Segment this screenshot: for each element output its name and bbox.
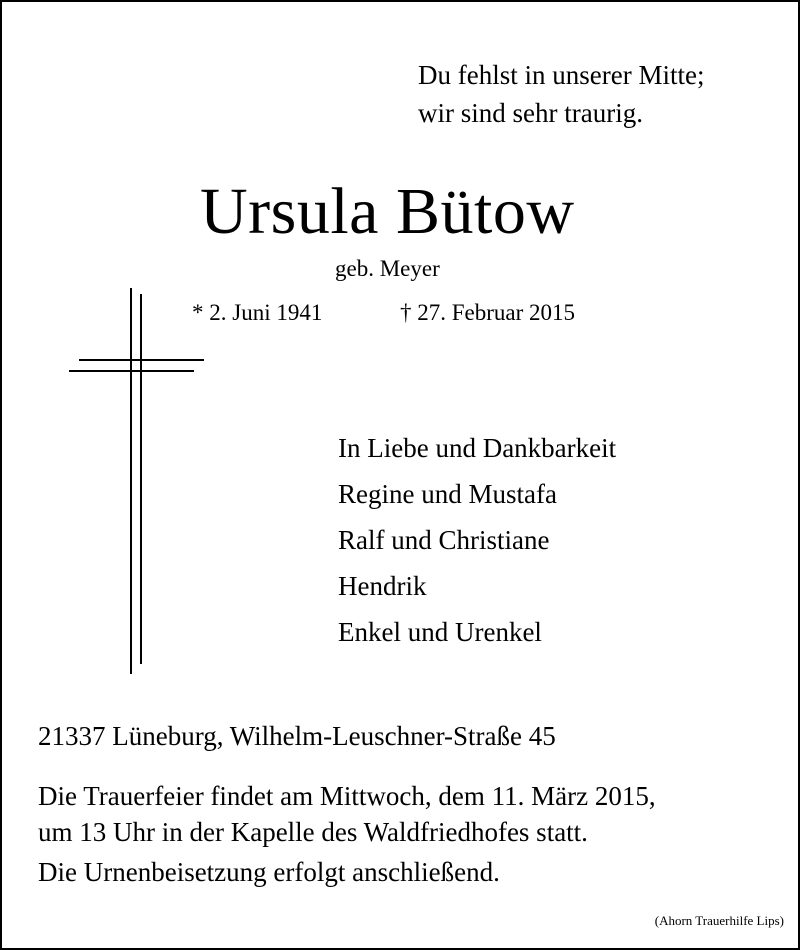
funeral-ceremony-info: [38, 778, 656, 850]
urn-burial-info: Die Urnenbeisetzung erfolgt anschließend.: [38, 857, 500, 887]
mourner-item: Regine und Mustafa: [338, 479, 557, 509]
memorial-quote: [418, 56, 704, 132]
mourner-item: Enkel und Urenkel: [338, 617, 542, 647]
deceased-name: Ursula Bütow: [200, 175, 575, 248]
mourners-list: [338, 425, 616, 655]
maiden-name: geb. Meyer: [335, 256, 440, 281]
family-address: 21337 Lüneburg, Wilhelm-Leuschner-Straße 45: [38, 721, 556, 751]
mourner-item: Ralf und Christiane: [338, 525, 550, 555]
quote-line-2: wir sind sehr traurig.: [418, 98, 643, 128]
ceremony-line-2: um 13 Uhr in der Kapelle des Waldfriedhofes statt.: [38, 817, 588, 847]
funeral-home-credit: (Ahorn Trauerhilfe Lips): [654, 913, 784, 928]
death-date: † 27. Februar 2015: [400, 300, 576, 325]
birth-date: * 2. Juni 1941: [192, 300, 323, 325]
mourners-intro: In Liebe und Dankbarkeit: [338, 433, 617, 463]
quote-line-1: Du fehlst in unserer Mitte;: [418, 60, 705, 90]
cross-icon: [62, 288, 212, 678]
mourner-item: Hendrik: [338, 571, 427, 601]
ceremony-line-1: Die Trauerfeier findet am Mittwoch, dem 11. März 2015,: [38, 781, 656, 811]
